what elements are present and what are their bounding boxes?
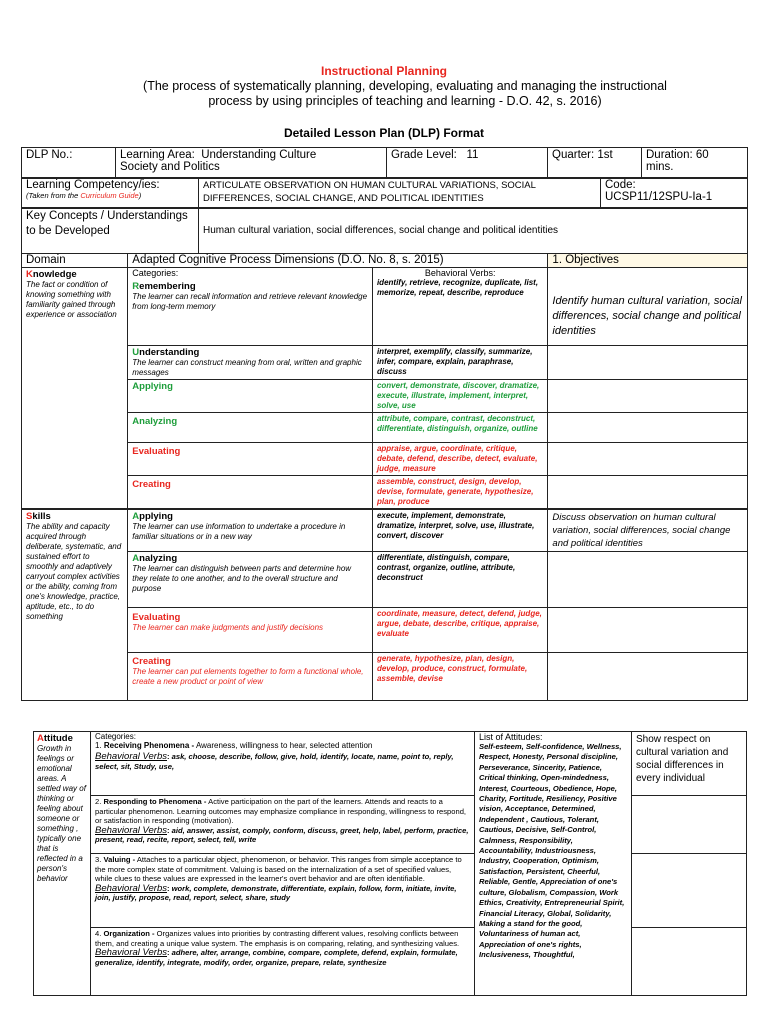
skills-creating-verbs: generate, hypothesize, plan, design, develop, produce, construct, formulate, assemble, devise (372, 653, 547, 701)
page-subtitle (85, 79, 725, 109)
attitude-cat-2 (91, 796, 475, 854)
knowledge-cat-remembering (128, 268, 373, 346)
key-concepts-table (21, 207, 748, 254)
skills-cat-evaluating (128, 608, 373, 653)
attitude-objective: Show respect on cultural variation and social differences in every individual (632, 732, 747, 796)
organization-text: 4. Organization - Organizes values into priorities by contrasting different values, resolving conflicts between them, and creating a unique value system. The emphasis is on comparing, relating, and synthesizing values. (95, 929, 460, 948)
skills-applying-desc: The learner can use information to undertake a procedure in familiar situations or in a new way (132, 522, 346, 541)
creating-verbs: assemble, construct, design, develop, devise, formulate, generate, hypothesize, plan, produce (372, 476, 547, 509)
knowledge-domain (22, 268, 128, 509)
skills-label: Skills (26, 511, 51, 522)
attitude-list-cell (475, 732, 632, 996)
objective-empty (548, 653, 748, 701)
grade-label: Grade Level: (391, 149, 457, 161)
valuing-text: 3. Valuing - Attaches to a particular object, phenomenon, or behavior. This ranges from simple acceptance to the more complex state of commitment. Valuing is based on the internalization of a set of specified values, while clues to these values are expressed in the learner's overt behavior and are often identifiable. (95, 855, 462, 883)
remembering-verbs-cell (372, 268, 547, 346)
duration-unit: mins. (646, 161, 674, 173)
skills-analyzing-desc: The learner can distinguish between parts and determine how they relate to one another, and to the overall structure and purpose (132, 564, 352, 593)
duration-label: Duration: 60 (646, 149, 709, 161)
competency-label: Learning Competency/ies: (26, 179, 160, 191)
remembering-desc: The learner can recall information and retrieve relevant knowledge from long-term memory (132, 292, 368, 311)
subtitle-line-1: (The process of systematically planning, developing, evaluating and managing the instructional (143, 79, 667, 93)
objective-empty (548, 476, 748, 509)
objective-empty (548, 413, 748, 443)
grade-cell (387, 148, 548, 179)
subtitle-line-2: process by using principles of teaching and learning - D.O. 42, s. 2016) (208, 94, 602, 108)
attitude-domain (34, 732, 91, 996)
attitude-categories-label: Categories: (95, 732, 136, 741)
attitude-list-label: List of Attitudes: (479, 732, 543, 742)
valuing-verbs: Behavioral Verbs: work, complete, demonstrate, differentiate, explain, follow, form, initiate, invite, join, justify, propose, read, report, select, share, study (95, 882, 457, 902)
receiving-verbs: Behavioral Verbs: ask, choose, describe, follow, give, hold, identify, locate, name, point to, reply, select, sit, Study, use, (95, 751, 454, 771)
objective-empty (632, 854, 747, 928)
objectives-label: 1. Objectives (548, 254, 748, 268)
categories-label: Categories: (132, 268, 179, 278)
understanding-label: Understanding (132, 347, 200, 358)
analyzing-verbs: attribute, compare, contrast, deconstruct, differentiate, distinguish, organize, outline (372, 413, 547, 443)
dlp-no-label: DLP No.: (22, 148, 116, 179)
creating-label: Creating (128, 476, 373, 509)
duration-cell (642, 148, 748, 179)
skills-applying-verbs: execute, implement, demonstrate, dramatize, interpret, solve, use, illustrate, convert, discover (372, 510, 547, 552)
competency-table (21, 177, 748, 209)
understanding-verbs: interpret, exemplify, classify, summarize, infer, compare, explain, paraphrase, discuss (372, 346, 547, 380)
learning-area-value-2: Society and Politics (120, 161, 220, 173)
skills-desc: The ability and capacity acquired through deliberate, systematic, and sustained effort to smoothly and adaptively carryout complex activities or the ability, coming from one's knowledge, practice, aptitude, etc., to do something (26, 522, 122, 621)
curriculum-guide-link[interactable]: Curriculum Guide (80, 191, 139, 200)
learning-area-label: Learning Area: (120, 149, 195, 161)
skills-cat-creating (128, 653, 373, 701)
competency-value: ARTICULATE OBSERVATION ON HUMAN CULTURAL VARIATIONS, SOCIAL DIFFERENCES, SOCIAL CHANGE, AND POLITICAL IDENTITIES (199, 178, 601, 209)
verbs-label: Behavioral Verbs: (424, 268, 496, 278)
page-title: Instructional Planning (320, 64, 447, 78)
skills-domain (22, 510, 128, 701)
attitude-list: Self-esteem, Self-confidence, Wellness, Respect, Honesty, Personal discipline, Perseverance, Sincerity, Patience, Critical thinking, Open-mindedness, Interest, Courteous, Obedience, Hope, Charity, Fortitude, Resiliency, Positive vision, Acceptance, Determined, Independent , Cautious, Tolerant, Cautious, Decisive, Self-Control, Calmness, Responsibility, Accountability, Industriousness, Industry, Cooperation, Optimism, Satisfaction, Persistent, Cheerful, Reliable, Gentle, Appreciation of one's culture, Globalism, Compassion, Work Ethics, Creativity, Entrepreneurial Spirit, Financial Literacy, Global, Solidarity, Making a stand for the good, Voluntariness of human act, Appreciation of one's rights, Inclusiveness, Thoughtful, (479, 742, 625, 960)
code-label: Code: (605, 179, 636, 191)
objective-empty (632, 796, 747, 854)
knowledge-objective: Identify human cultural variation, social differences, social change and political identities (548, 268, 748, 346)
adapted-label: Adapted Cognitive Process Dimensions (D.O. No. 8, s. 2015) (128, 254, 548, 268)
attitude-table (33, 731, 747, 996)
skills-objective: Discuss observation on human cultural variation, social differences, social change and political identities (548, 510, 748, 552)
receiving-text: 1. Receiving Phenomena - Awareness, willingness to hear, selected attention (95, 741, 373, 750)
objective-empty (548, 443, 748, 476)
remembering-verbs: identify, retrieve, recognize, duplicate, list, memorize, repeat, describe, reproduce (376, 278, 539, 297)
attitude-cat-4 (91, 928, 475, 996)
applying-verbs: convert, demonstrate, discover, dramatize, execute, illustrate, implement, interpret, solve, use (372, 380, 547, 413)
competency-note: (Taken from the Curriculum Guide) (26, 191, 142, 200)
responding-verbs: Behavioral Verbs: aid, answer, assist, comply, conform, discuss, greet, help, label, perform, practice, present, read, recite, report, select, tell, write (95, 824, 469, 844)
skills-creating-label: Creating (132, 656, 171, 667)
applying-label: Applying (128, 380, 373, 413)
attitude-desc: Growth in feelings or emotional areas. A settled way of thinking or feeling about someone or something , typically one that is reflected in a person's behavior (37, 744, 86, 883)
understanding-desc: The learner can construct meaning from oral, written and graphic messages (132, 358, 362, 377)
responding-text: 2. Responding to Phenomena - Active participation on the part of the learners. Attends and reacts to a particular phenomenon. Learning outcomes may emphasize compliance in responding, willingness to respond, or satisfaction in responding (motivation). (95, 797, 467, 825)
skills-cat-analyzing (128, 552, 373, 608)
skills-creating-desc: The learner can put elements together to form a functional whole, create a new product or point of view (132, 667, 364, 686)
format-title: Detailed Lesson Plan (DLP) Format (283, 126, 485, 140)
objective-empty (548, 346, 748, 380)
code-value: UCSP11/12SPU-Ia-1 (605, 191, 713, 203)
key-concepts-value: Human cultural variation, social differences, social change and political identities (199, 208, 748, 254)
domain-label: Domain (22, 254, 128, 268)
knowledge-cat-understanding (128, 346, 373, 380)
objective-empty (548, 608, 748, 653)
info-table (21, 147, 748, 179)
objective-empty (548, 380, 748, 413)
analyzing-label: Analyzing (128, 413, 373, 443)
skills-evaluating-verbs: coordinate, measure, detect, defend, judge, argue, debate, describe, critique, appraise, evaluate (372, 608, 547, 653)
quarter-cell: Quarter: 1st (548, 148, 642, 179)
objective-empty (548, 552, 748, 608)
organization-verbs: Behavioral Verbs: adhere, alter, arrange, combine, compare, complete, defend, explain, formulate, generalize, identify, integrate, modify, order, organize, prepare, relate, synthesize (95, 947, 458, 967)
competency-label-cell (22, 178, 199, 209)
knowledge-label: Knowledge (26, 269, 77, 280)
evaluating-label: Evaluating (128, 443, 373, 476)
knowledge-desc: The fact or condition of knowing something with familiarity gained through experience or association (26, 280, 117, 319)
skills-evaluating-desc: The learner can make judgments and justify decisions (132, 623, 324, 632)
attitude-cat-3 (91, 854, 475, 928)
attitude-label: Attitude (37, 733, 73, 744)
skills-analyzing-verbs: differentiate, distinguish, compare, contrast, organize, outline, attribute, deconstruct (372, 552, 547, 608)
learning-area-value: Understanding Culture (201, 149, 317, 161)
skills-cat-applying (128, 510, 373, 552)
evaluating-verbs: appraise, argue, coordinate, critique, debate, defend, describe, detect, evaluate, judge, measure (372, 443, 547, 476)
skills-table (21, 509, 748, 701)
code-cell (601, 178, 748, 209)
remembering-label: Remembering (132, 281, 196, 292)
attitude-cat-1 (91, 732, 475, 796)
skills-evaluating-label: Evaluating (132, 612, 181, 623)
key-concepts-label: Key Concepts / Understandings to be Developed (22, 208, 199, 254)
objective-empty (632, 928, 747, 996)
knowledge-table (21, 253, 748, 509)
grade-value: 11 (466, 149, 479, 161)
skills-applying-label: Applying (132, 511, 173, 522)
learning-area-cell (116, 148, 387, 179)
skills-analyzing-label: Analyzing (132, 553, 178, 564)
